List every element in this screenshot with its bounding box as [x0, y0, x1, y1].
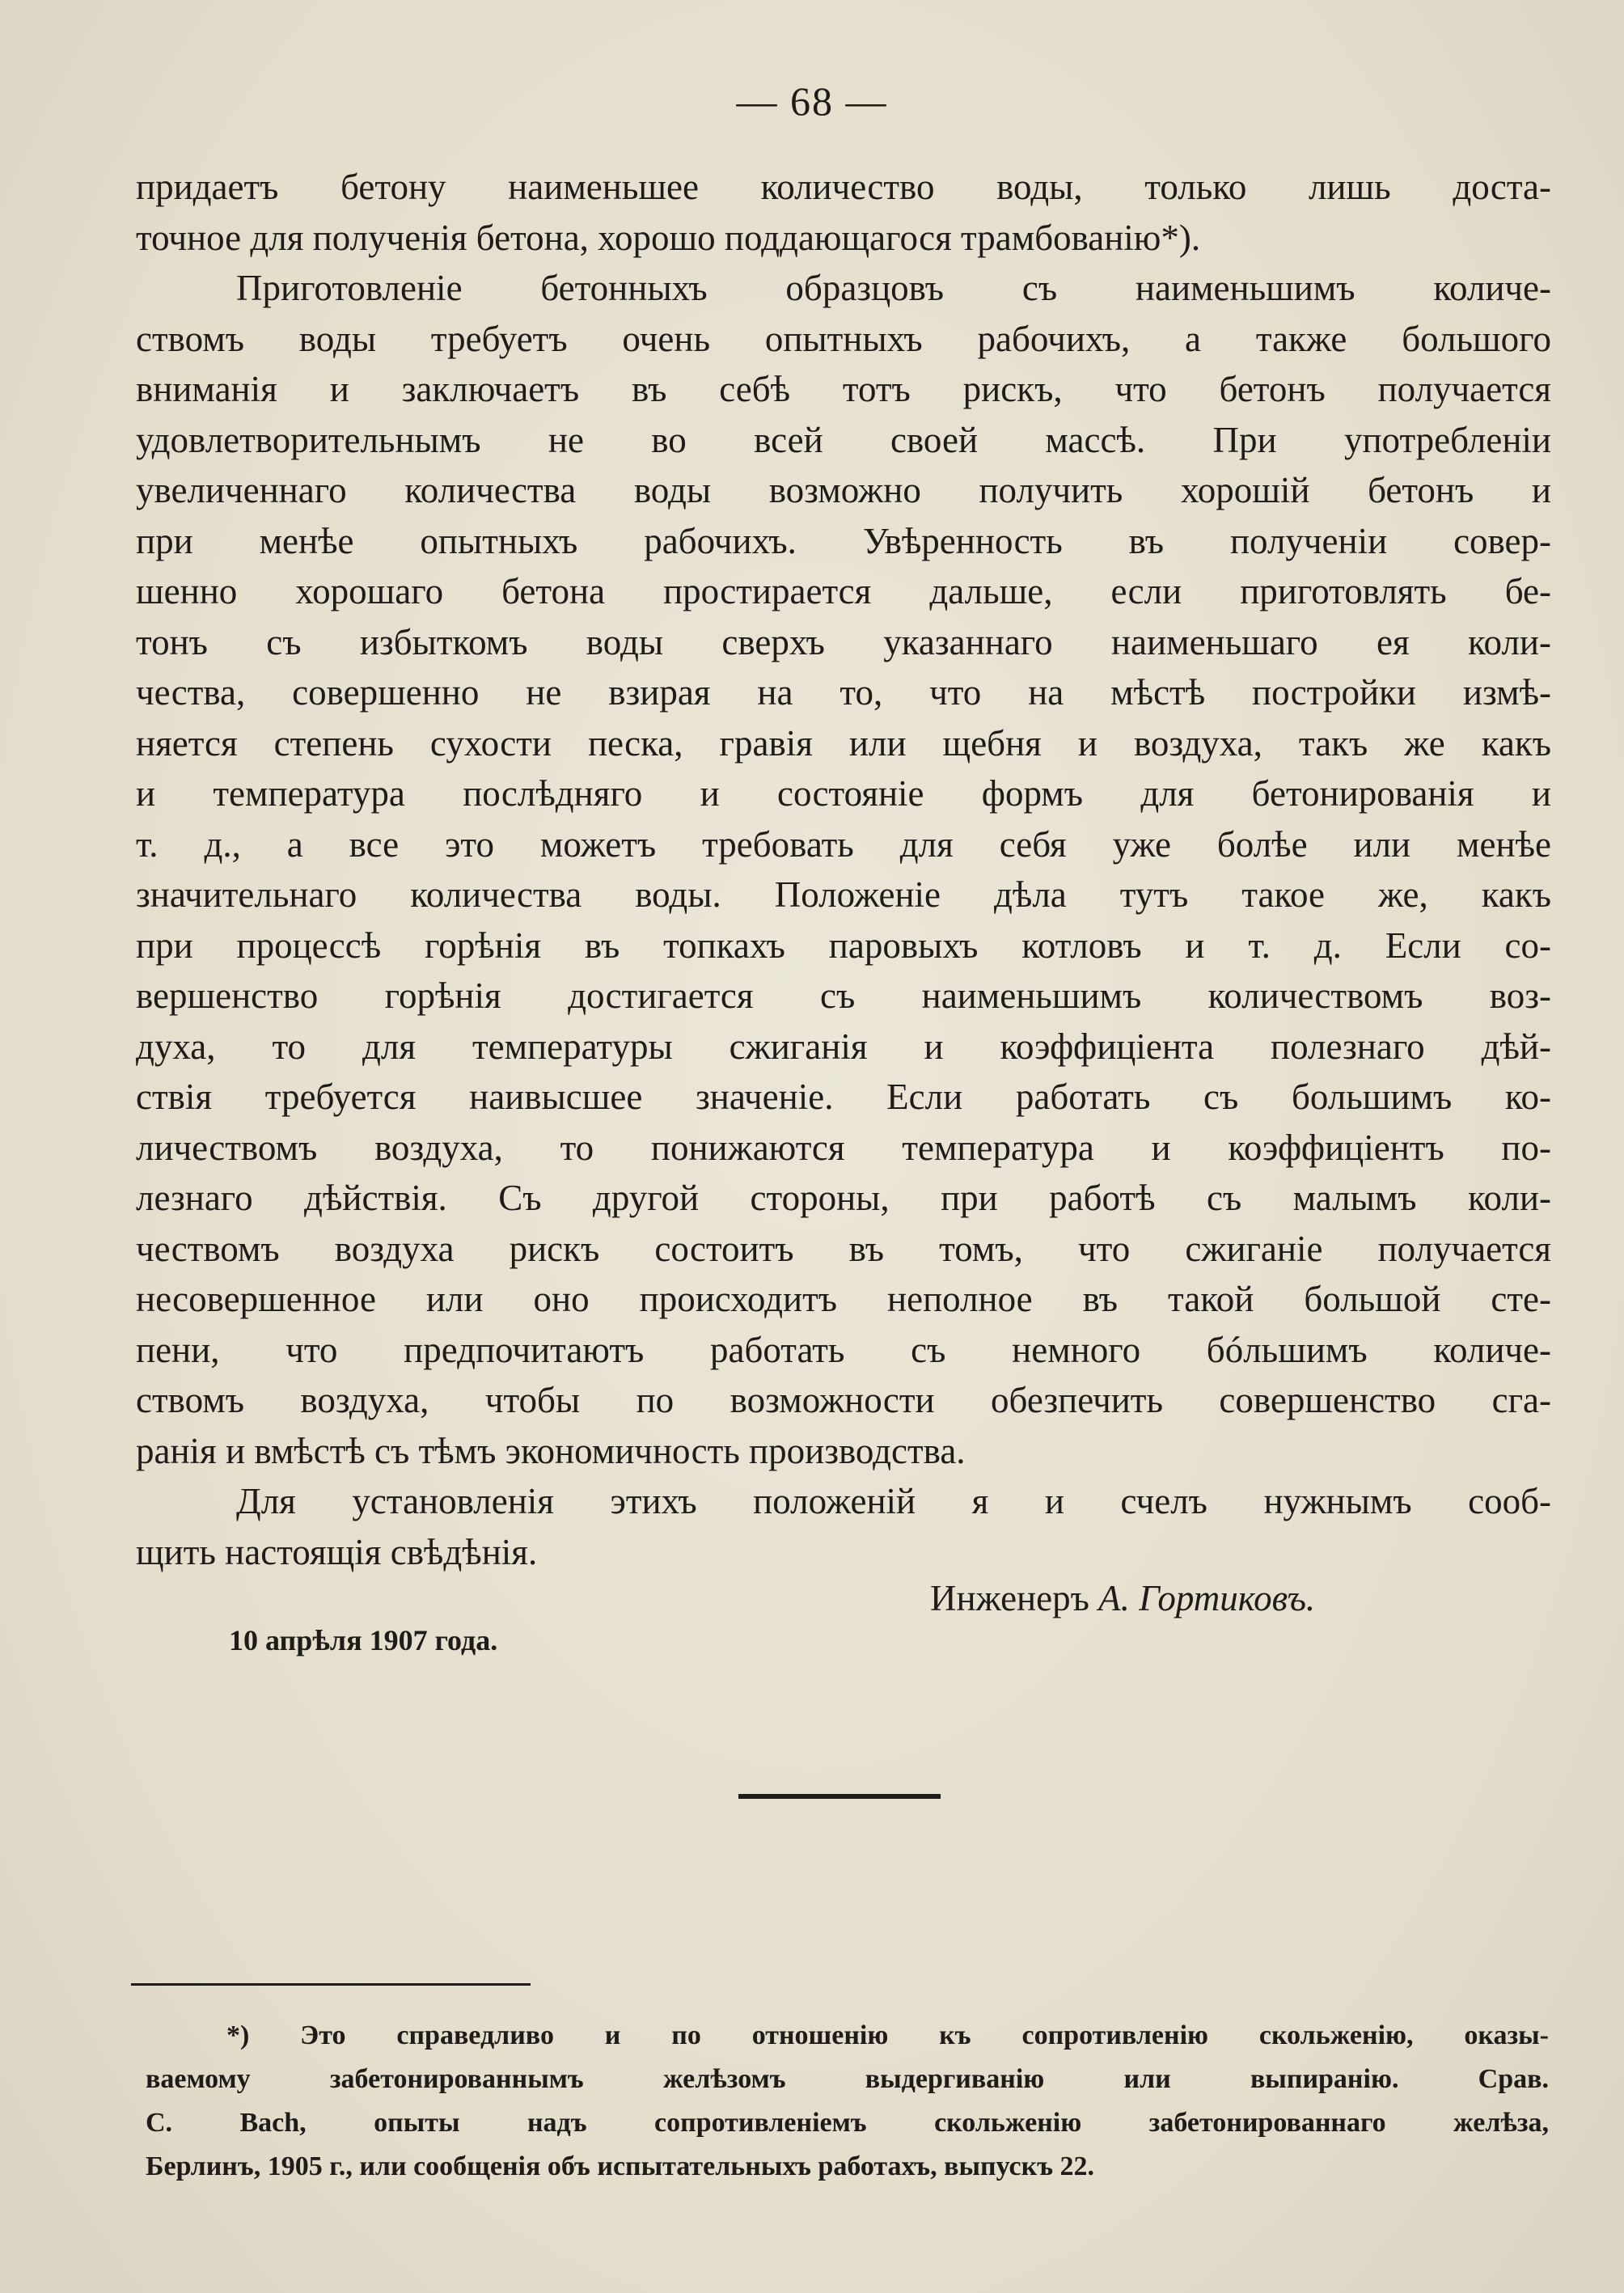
text-line: т. д., а все это можетъ требовать для себя уже болѣе или менѣе	[136, 823, 1551, 865]
footnote-line: С. Bach, опыты надъ сопротивленіемъ скольженію забетонированнаго желѣза,	[146, 2108, 1549, 2138]
text-line: Приготовленіе бетонныхъ образцовъ съ наименьшимъ количе-	[236, 268, 1551, 308]
text-line: при менѣе опытныхъ рабочихъ. Увѣренность въ полученіи совер-	[136, 520, 1551, 561]
author-title: Инженеръ	[930, 1578, 1089, 1618]
text-line: несовершенное или оно происходитъ неполное въ такой большой сте-	[136, 1279, 1551, 1319]
text-line: лезнаго дѣйствія. Съ другой стороны, при работѣ съ малымъ коли-	[136, 1178, 1551, 1218]
author-name: А. Гортиковъ.	[1098, 1578, 1316, 1618]
text-line: Для установленія этихъ положеній я и счелъ нужнымъ сооб-	[236, 1481, 1551, 1521]
footnote-line: ваемому забетонированнымъ желѣзомъ выдергиванію или выпиранію. Срав.	[146, 2064, 1549, 2094]
text-line: ствомъ воды требуетъ очень опытныхъ рабочихъ, а также большого	[136, 318, 1551, 359]
document-date: 10 апрѣля 1907 года.	[229, 1624, 498, 1656]
text-line: тонъ съ избыткомъ воды сверхъ указаннаго наименьшаго ея коли-	[136, 621, 1551, 662]
text-line: придаетъ бетону наименьшее количество воды, только лишь доста-	[136, 167, 1551, 207]
text-line: увеличеннаго количества воды возможно получить хорошій бетонъ и	[136, 470, 1551, 510]
text-line: удовлетворительнымъ не во всей своей массѣ. При употребленіи	[136, 419, 1551, 460]
text-line: чествомъ воздуха рискъ состоитъ въ томъ, что сжиганіе получается	[136, 1228, 1551, 1269]
text-line: точное для полученія бетона, хорошо поддающагося трамбованію*).	[136, 217, 1201, 258]
text-line: вниманія и заключаетъ въ себѣ тотъ рискъ, что бетонъ получается	[136, 369, 1551, 409]
text-line: щить настоящія свѣдѣнія.	[136, 1531, 538, 1572]
page-number: — 68 —	[736, 78, 888, 124]
footnote-separator	[131, 1983, 531, 1986]
text-line: ствомъ воздуха, чтобы по возможности обезпечить совершенство сга-	[136, 1380, 1551, 1420]
text-line: и температура послѣдняго и состояніе формъ для бетонированія и	[136, 773, 1551, 814]
text-line: ранія и вмѣстѣ съ тѣмъ экономичность производства.	[136, 1430, 966, 1471]
main-text	[136, 162, 1551, 1577]
text-line: личествомъ воздуха, то понижаются температура и коэффиціентъ по-	[136, 1127, 1551, 1168]
text-line: при процессѣ горѣнія въ топкахъ паровыхъ котловъ и т. д. Если со-	[136, 924, 1551, 966]
text-line: шенно хорошаго бетона простирается дальше, если приготовлять бе-	[136, 571, 1551, 611]
text-line: чества, совершенно не взирая на то, что на мѣстѣ постройки измѣ-	[136, 672, 1551, 713]
footnote	[146, 2014, 1549, 2189]
footnote-line: Берлинъ, 1905 г., или сообщенія объ испытательныхъ работахъ, выпускъ 22.	[146, 2151, 1095, 2181]
text-line: ствія требуется наивысшее значеніе. Если работать съ большимъ ко-	[136, 1077, 1551, 1117]
text-line: пени, что предпочитаютъ работать съ немного бóльшимъ количе-	[136, 1329, 1551, 1370]
footnote-line: *) Это справедливо и по отношенію къ сопротивленію скольженію, оказы-	[226, 2020, 1549, 2050]
text-line: значительнаго количества воды. Положеніе дѣла тутъ такое же, какъ	[136, 874, 1551, 915]
author-signature	[930, 1577, 1315, 1619]
text-line: няется степень сухости песка, гравія или щебня и воздуха, такъ же какъ	[136, 722, 1551, 764]
text-line: духа, то для температуры сжиганія и коэффиціента полезнаго дѣй-	[136, 1026, 1551, 1067]
section-end-rule	[738, 1794, 941, 1799]
text-line: вершенство горѣнія достигается съ наименьшимъ количествомъ воз-	[136, 975, 1551, 1016]
